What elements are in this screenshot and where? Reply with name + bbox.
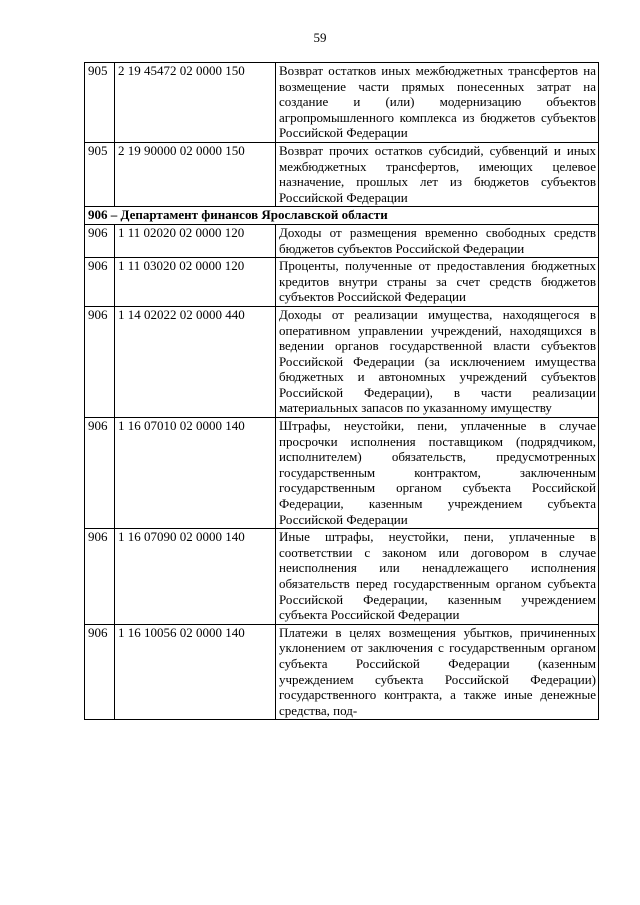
admin-code-cell: 906 (85, 529, 115, 625)
admin-code-cell: 906 (85, 224, 115, 257)
description-cell: Штрафы, неустойки, пени, уплаченные в случае просрочки исполнения поставщиком (подрядчиком, исполнителем) обязательств, предусмотренных государственным контрактом, заключенным государственным органом субъекта Российской Федерации, казенным учреждением субъекта Российской Федерации (276, 418, 599, 529)
admin-code-cell: 906 (85, 258, 115, 307)
table-row (85, 418, 599, 529)
budget-code-cell: 1 11 03020 02 0000 120 (115, 258, 276, 307)
admin-code-cell: 906 (85, 624, 115, 720)
description-cell: Возврат прочих остатков субсидий, субвенций и иных межбюджетных трансфертов, имеющих целевое назначение, прошлых лет из бюджетов субъектов Российской Федерации (276, 142, 599, 206)
budget-code-cell: 1 16 07090 02 0000 140 (115, 529, 276, 625)
table-row (85, 224, 599, 257)
budget-code-cell: 1 14 02022 02 0000 440 (115, 306, 276, 417)
description-cell: Доходы от реализации имущества, находящегося в оперативном управлении учреждений, находящихся в ведении органов государственной власти субъектов Российской Федерации (за исключением имущества бюджетных и автономных учреждений субъектов Российской Федерации), в части реализации материальных запасов по указанному имуществу (276, 306, 599, 417)
section-header-row (85, 207, 599, 225)
table-row (85, 258, 599, 307)
section-title: 906 – Департамент финансов Ярославской области (85, 207, 599, 225)
admin-code-cell: 905 (85, 142, 115, 206)
revenue-codes-table (84, 62, 599, 720)
table-row (85, 306, 599, 417)
budget-code-cell: 2 19 45472 02 0000 150 (115, 63, 276, 143)
description-cell: Доходы от размещения временно свободных средств бюджетов субъектов Российской Федерации (276, 224, 599, 257)
table-row (85, 63, 599, 143)
budget-code-cell: 1 16 10056 02 0000 140 (115, 624, 276, 720)
description-cell: Проценты, полученные от предоставления бюджетных кредитов внутри страны за счет средств бюджетов субъектов Российской Федерации (276, 258, 599, 307)
budget-code-cell: 1 16 07010 02 0000 140 (115, 418, 276, 529)
admin-code-cell: 905 (85, 63, 115, 143)
table-row (85, 142, 599, 206)
description-cell: Платежи в целях возмещения убытков, причиненных уклонением от заключения с государственным органом субъекта Российской Федерации (казенным учреждением субъекта Российской Федерации) государственного контракта, а также иные денежные средства, под- (276, 624, 599, 720)
table-row (85, 529, 599, 625)
table-row (85, 624, 599, 720)
admin-code-cell: 906 (85, 306, 115, 417)
description-cell: Иные штрафы, неустойки, пени, уплаченные в соответствии с законом или договором в случае неисполнения или ненадлежащего исполнения обязательств перед государственным органом субъекта Российской Федерации, казенным учреждением субъекта Российской Федерации (276, 529, 599, 625)
admin-code-cell: 906 (85, 418, 115, 529)
budget-code-cell: 2 19 90000 02 0000 150 (115, 142, 276, 206)
budget-code-cell: 1 11 02020 02 0000 120 (115, 224, 276, 257)
page-number: 59 (313, 30, 327, 45)
description-cell: Возврат остатков иных межбюджетных трансфертов на возмещение части прямых понесенных затрат на создание и (или) модернизацию объектов агропромышленного комплекса из бюджетов субъектов Российской Федерации (276, 63, 599, 143)
